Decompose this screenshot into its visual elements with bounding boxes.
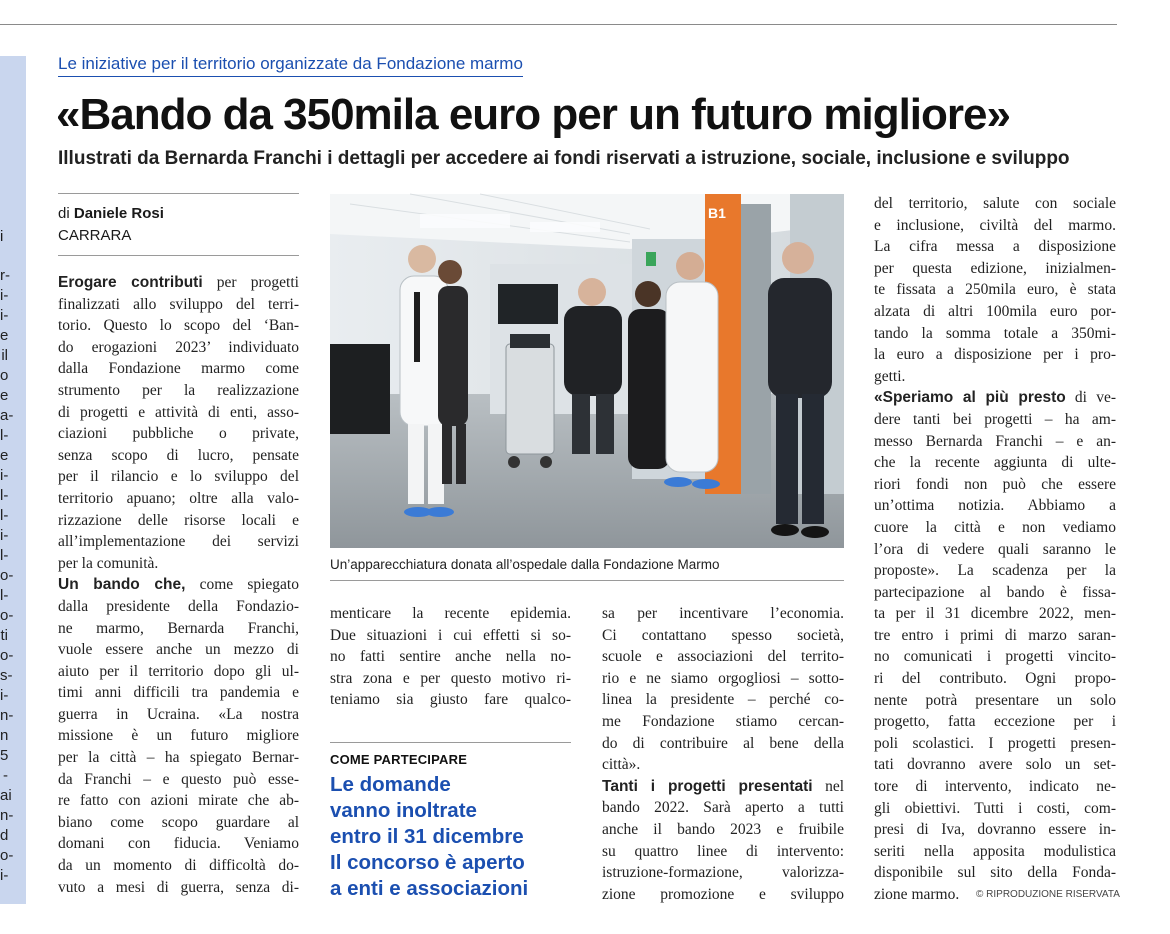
left-fragment: l-	[0, 547, 9, 564]
article-column-2	[330, 603, 571, 711]
line-text: linea la presidente – perché co-	[602, 691, 844, 709]
line-text: partecipazione al bando è fissa-	[874, 583, 1116, 601]
line-text: vuole essere anche un mezzo di	[58, 641, 299, 659]
text-line	[602, 668, 844, 690]
left-fragment: o-	[0, 847, 14, 864]
text-line	[330, 603, 571, 625]
byline-rule-top	[58, 193, 299, 194]
text-line	[58, 315, 299, 337]
text-line	[874, 517, 1116, 539]
left-fragment: o-	[0, 647, 14, 664]
line-text: per progetti	[202, 274, 299, 291]
left-fragment: e	[0, 447, 9, 464]
line-text: guerra in Ucraina. «La nostra	[58, 705, 299, 723]
line-text: tore di intervento, indicato ne-	[874, 778, 1116, 796]
line-text: riori fondi non può che essere	[874, 475, 1116, 493]
text-line	[58, 272, 299, 294]
line-text: nente potrà presentare un solo	[874, 691, 1116, 709]
line-text: domani con fiducia. Veniamo	[58, 835, 299, 853]
line-text: ri del contributo. Ogni propo-	[874, 670, 1116, 688]
left-column-fragments	[0, 56, 14, 904]
text-line	[874, 841, 1116, 863]
byline-location: CARRARA	[58, 227, 132, 244]
lead-in: Tanti i progetti presentati	[602, 777, 813, 795]
line-text: che la recente aggiunta di ulte-	[874, 454, 1116, 472]
line-text: tre entro i primi di marzo saran-	[874, 626, 1116, 644]
text-line	[874, 344, 1116, 366]
line-text: strumento per la realizzazione	[58, 381, 299, 399]
text-line	[874, 279, 1116, 301]
line-text: tando la somma totale a 350mi-	[874, 324, 1116, 342]
line-text: Due situazioni i cui effetti si so-	[330, 626, 571, 644]
text-line	[58, 358, 299, 380]
text-line	[330, 646, 571, 668]
line-text: scuole e associazioni del territo-	[602, 648, 844, 666]
text-line	[874, 409, 1116, 431]
left-fragment: l-	[0, 487, 9, 504]
box-headline-line: Il concorso è aperto	[330, 851, 525, 874]
text-line	[874, 495, 1116, 517]
line-text: un’ottima notizia. Abbiamo a	[874, 497, 1116, 515]
line-text: dalla presidente della Fondazio-	[58, 597, 299, 615]
line-text: getti.	[874, 367, 906, 385]
text-line	[58, 488, 299, 510]
line-text: ta per il 31 dicembre 2022, men-	[874, 605, 1116, 623]
text-line	[874, 733, 1116, 755]
text-line	[58, 682, 299, 704]
text-line	[330, 625, 571, 647]
copyright-notice: © RIPRODUZIONE RISERVATA	[976, 889, 1120, 900]
line-text: sa per incentivare l’economia.	[602, 605, 844, 622]
left-fragment: n-	[0, 807, 14, 824]
text-line	[874, 646, 1116, 668]
text-line	[874, 754, 1116, 776]
text-line	[874, 798, 1116, 820]
line-text: Ci contattano spesso società,	[602, 626, 844, 644]
text-line	[58, 790, 299, 812]
line-text: da un momento di difficoltà do-	[58, 857, 299, 875]
left-fragment: i-	[0, 687, 9, 704]
line-text: dere tanti bei progetti – ha am-	[874, 410, 1116, 428]
article-subtitle: Illustrati da Bernarda Franchi i dettagli per accedere ai fondi riservati a istruzione, sociale, inclusione e sviluppo	[58, 148, 1070, 169]
line-text: ciazioni pubbliche o private,	[58, 425, 299, 443]
line-text: del territorio, salute con sociale	[874, 195, 1116, 212]
text-line	[874, 668, 1116, 690]
line-text: anche il bando 2023 e fruibile	[602, 820, 844, 838]
caption-rule	[330, 580, 844, 581]
line-text: senza scopo di lucro, pensate	[58, 446, 299, 464]
line-text: di ve-	[1065, 389, 1116, 407]
text-line	[602, 819, 844, 841]
left-fragment: e	[0, 387, 9, 404]
left-fragment: l-	[0, 427, 9, 444]
line-text: bando 2022. Sarà aperto a tutti	[602, 799, 844, 817]
line-text: torio. Questo lo scopo del ‘Ban-	[58, 317, 299, 335]
left-fragment: ai	[0, 787, 12, 804]
left-fragment: i-	[0, 467, 9, 484]
text-line	[58, 812, 299, 834]
article-headline: «Bando da 350mila euro per un futuro migliore»	[56, 90, 1010, 139]
line-text: teniamo sia giusto fare qualco-	[330, 691, 571, 709]
left-fragment: n	[0, 727, 9, 744]
text-line	[874, 560, 1116, 582]
text-line	[874, 301, 1116, 323]
line-text: istruzione-formazione, valorizza-	[602, 864, 844, 882]
left-fragment: e	[0, 327, 9, 344]
article-column-3	[602, 603, 844, 905]
line-text: La cifra messa a disposizione	[874, 238, 1116, 256]
text-line	[874, 431, 1116, 453]
left-fragment: o-	[0, 567, 14, 584]
line-text: do erogazioni 2023’ individuato	[58, 338, 299, 356]
line-text: disponibile sul sito della Fonda-	[874, 864, 1116, 882]
line-text: do di contribuire al bene della	[602, 734, 844, 752]
line-text: progetto, fatta eccezione per i	[874, 713, 1116, 731]
left-fragment: d	[0, 827, 9, 844]
line-text: città».	[602, 756, 641, 774]
text-line	[874, 366, 1116, 388]
text-line	[874, 387, 1116, 409]
text-line	[874, 539, 1116, 561]
article-column-4	[874, 193, 1116, 906]
lead-in: Un bando che,	[58, 576, 186, 594]
text-line	[602, 733, 844, 755]
left-fragment: a-	[0, 407, 14, 424]
text-line	[58, 574, 299, 596]
text-line	[602, 603, 844, 625]
line-text: su quattro linee di intervento:	[602, 842, 844, 860]
top-rule	[0, 24, 1117, 25]
line-text: no fatti sentire anche nella no-	[330, 648, 571, 666]
left-fragment: i-	[0, 287, 9, 304]
text-line	[874, 193, 1116, 215]
text-line	[602, 797, 844, 819]
text-line	[874, 236, 1116, 258]
left-fragment: i-	[0, 307, 9, 324]
line-text: re fatto con azioni mirate che ab-	[58, 792, 299, 810]
text-line	[58, 833, 299, 855]
line-text: rio e ne siamo orgogliosi – sotto-	[602, 669, 844, 687]
line-text: missione è un futuro migliore	[58, 727, 299, 745]
text-line	[874, 711, 1116, 733]
box-headline-line: a enti e associazioni	[330, 877, 529, 900]
line-text: tati dovranno avere solo un set-	[874, 756, 1116, 774]
line-text: vuto a mesi di guerra, senza di-	[58, 878, 299, 896]
left-fragment: n-	[0, 707, 14, 724]
line-text: territorio apuano; oltre alla valo-	[58, 489, 299, 507]
text-line	[58, 639, 299, 661]
text-line	[58, 380, 299, 402]
box-headline-line: Le domande	[330, 773, 451, 796]
line-text: me Fondazione stiamo cercan-	[602, 712, 844, 730]
text-line	[58, 596, 299, 618]
text-line	[58, 531, 299, 553]
line-text: menticare la recente epidemia.	[330, 605, 571, 622]
box-label: COME PARTECIPARE	[330, 752, 468, 767]
line-text: aiuto per il territorio dopo gli ul-	[58, 662, 299, 680]
text-line	[874, 323, 1116, 345]
text-line	[874, 862, 1116, 884]
text-line	[874, 603, 1116, 625]
text-line	[602, 884, 844, 906]
line-text: zione marmo.	[874, 886, 960, 903]
line-text: alzata di altri 100mila euro por-	[874, 302, 1116, 320]
line-text: seriti nella apposita modulistica	[874, 842, 1116, 860]
line-text: per il rilancio e lo sviluppo del	[58, 468, 299, 486]
text-line	[58, 337, 299, 359]
byline-author: Daniele Rosi	[73, 205, 164, 222]
line-text: messo Bernarda Franchi – e an-	[874, 432, 1116, 450]
line-text: per la comunità.	[58, 554, 159, 572]
line-text: timi anni difficili tra pandemia e	[58, 684, 299, 702]
text-line	[58, 466, 299, 488]
text-line	[874, 776, 1116, 798]
box-headline-line: entro il 31 dicembre	[330, 825, 524, 848]
text-line	[58, 747, 299, 769]
line-text: no comunicati i progetti vincito-	[874, 648, 1116, 666]
line-text: di progetti e attività di enti, asso-	[58, 403, 299, 421]
left-fragment: s-	[0, 667, 13, 684]
text-line	[874, 215, 1116, 237]
text-line	[58, 661, 299, 683]
line-text: gli obiettivi. Tutti i costi, com-	[874, 799, 1116, 817]
text-line	[58, 877, 299, 899]
text-line	[602, 841, 844, 863]
line-text: da Franchi – e questo può esse-	[58, 770, 299, 788]
text-line	[58, 423, 299, 445]
byline-rule-bottom	[58, 255, 299, 256]
left-fragment: i-	[0, 527, 9, 544]
text-line	[58, 402, 299, 424]
text-line	[602, 625, 844, 647]
text-line	[874, 690, 1116, 712]
text-line	[58, 618, 299, 640]
lead-in: Erogare contributi	[58, 274, 203, 291]
left-fragment: r-	[0, 267, 10, 284]
line-text: l’ora di vedere quali saranno le	[874, 540, 1116, 558]
text-line	[874, 474, 1116, 496]
line-text: dalla Fondazione marmo come	[58, 360, 299, 378]
lead-in: «Speriamo al più presto	[874, 389, 1066, 407]
line-text: presi di Iva, dovranno essere in-	[874, 821, 1116, 839]
line-text: zione promozione e sviluppo	[602, 885, 844, 903]
text-line	[602, 754, 844, 776]
line-text: all’implementazione dei servizi	[58, 533, 299, 551]
article-kicker: Le iniziative per il territorio organizzate da Fondazione marmo	[58, 53, 523, 77]
line-text: finalizzati allo sviluppo del terri-	[58, 295, 299, 313]
left-fragment: -	[3, 767, 8, 784]
text-line	[58, 445, 299, 467]
box-rule	[330, 742, 571, 743]
line-text: nel	[812, 777, 844, 795]
line-text: cuore la città e non vediamo	[874, 518, 1116, 536]
text-line	[58, 704, 299, 726]
text-line	[58, 510, 299, 532]
box-headline-line: vanno inoltrate	[330, 799, 477, 822]
line-text: te fissata a 250mila euro, è stata	[874, 281, 1116, 299]
text-line	[874, 452, 1116, 474]
text-line	[58, 769, 299, 791]
box-headline	[330, 772, 528, 902]
text-line	[58, 725, 299, 747]
text-line	[602, 711, 844, 733]
left-fragment: 5	[0, 747, 9, 764]
left-fragment: o-	[0, 607, 14, 624]
left-fragment: l-	[0, 587, 9, 604]
left-fragment: o	[0, 367, 9, 384]
line-text: poli scolastici. I progetti presen-	[874, 734, 1116, 752]
line-text: ne marmo, Bernarda Franchi,	[58, 619, 299, 637]
text-line	[874, 582, 1116, 604]
left-fragment: ti	[0, 627, 8, 644]
byline	[58, 203, 164, 247]
article-column-1	[58, 272, 299, 898]
line-text: rizzazione delle risorse locali e	[58, 511, 299, 529]
text-line	[58, 855, 299, 877]
left-fragment: l-	[0, 507, 9, 524]
left-fragment: i	[0, 228, 4, 245]
photo-sign-text: B1	[708, 205, 726, 221]
line-text: biano come scopo guardare al	[58, 813, 299, 831]
text-line	[602, 689, 844, 711]
left-fragment: i-	[0, 867, 9, 884]
text-line	[602, 862, 844, 884]
text-line	[602, 646, 844, 668]
photo-caption: Un’apparecchiatura donata all’ospedale dalla Fondazione Marmo	[330, 557, 720, 572]
text-line	[58, 553, 299, 575]
line-text: come spiegato	[185, 576, 299, 594]
byline-prefix: di	[58, 205, 70, 222]
text-line	[874, 819, 1116, 841]
text-line	[602, 776, 844, 798]
line-text: per la città – ha spiegato Bernar-	[58, 749, 299, 767]
article-photo	[330, 194, 844, 548]
left-fragment: il	[1, 347, 8, 364]
line-text: e inclusione, civiltà del marmo.	[874, 216, 1116, 234]
text-line	[330, 689, 571, 711]
line-text: stra zona e per questo motivo ri-	[330, 669, 571, 687]
text-line	[874, 625, 1116, 647]
text-line	[874, 258, 1116, 280]
line-text: la euro a disposizione per i pro-	[874, 346, 1116, 364]
text-line	[58, 294, 299, 316]
line-text: proposte». La scadenza per la	[874, 562, 1116, 580]
line-text: per questa edizione, inizialmen-	[874, 259, 1116, 277]
text-line	[330, 668, 571, 690]
